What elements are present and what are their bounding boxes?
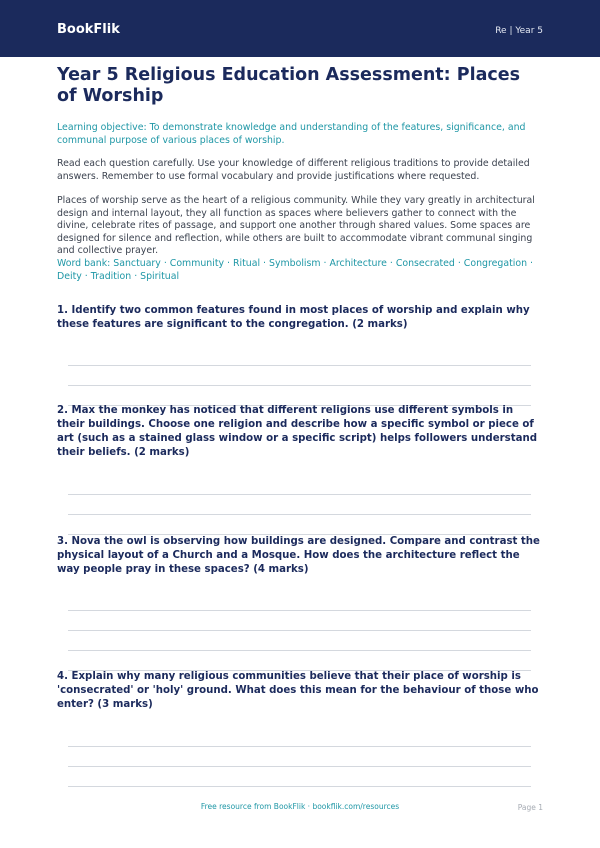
answer-line[interactable] <box>68 746 531 747</box>
footer-text: Free resource from BookFlik · bookflik.com/resources <box>200 802 400 811</box>
answer-line[interactable] <box>68 650 531 651</box>
answer-line[interactable] <box>68 365 531 366</box>
answer-line[interactable] <box>68 610 531 611</box>
answer-line[interactable] <box>68 630 531 631</box>
answer-line[interactable] <box>68 514 531 515</box>
page-title: Year 5 Religious Education Assessment: Places of Worship <box>57 65 521 106</box>
question-4: 4. Explain why many religious communities believe that their place of worship is 'consecrated' or 'holy' ground. What does this mean for the behaviour of those who enter? (3 marks) <box>57 671 539 710</box>
page-header <box>0 0 600 57</box>
header-meta: Re | Year 5 <box>495 26 543 36</box>
question-1: 1. Identify two common features found in most places of worship and explain why these features are significant to the congregation. (2 marks) <box>57 305 530 330</box>
intro-text: Places of worship serve as the heart of a religious community. While they vary greatly in architectural design and internal layout, they all function as spaces where believers gather to connect with the divine, celebrate rites of passage, and support one another through shared values. Some spaces are designed for silence and reflection, while others are built to accommodate vibrant communal singing and collective prayer. <box>57 195 535 256</box>
brand-logo: BookFlik <box>57 22 120 37</box>
answer-line[interactable] <box>68 766 531 767</box>
word-bank: Word bank: Sanctuary · Community · Ritual · Symbolism · Architecture · Consecrated · Congregation · Deity · Tradition · Spiritual <box>57 258 533 282</box>
answer-line[interactable] <box>68 385 531 386</box>
instructions-text: Read each question carefully. Use your knowledge of different religious traditions to provide detailed answers. Remember to use formal vocabulary and provide justifications where requested. <box>57 158 530 182</box>
question-2: 2. Max the monkey has noticed that different religions use different symbols in their buildings. Choose one religion and describe how a specific symbol or piece of art (such as a stained glass window or a specific script) helps followers understand their beliefs. (2 marks) <box>57 405 537 458</box>
answer-line[interactable] <box>68 786 531 787</box>
answer-line[interactable] <box>68 494 531 495</box>
learning-objective: Learning objective: To demonstrate knowledge and understanding of the features, significance, and communal purpose of various places of worship. <box>57 122 526 146</box>
page-number: Page 1 <box>517 803 543 812</box>
question-3: 3. Nova the owl is observing how buildings are designed. Compare and contrast the physical layout of a Church and a Mosque. How does the architecture reflect the way people pray in these spaces? (4 marks) <box>57 536 540 575</box>
